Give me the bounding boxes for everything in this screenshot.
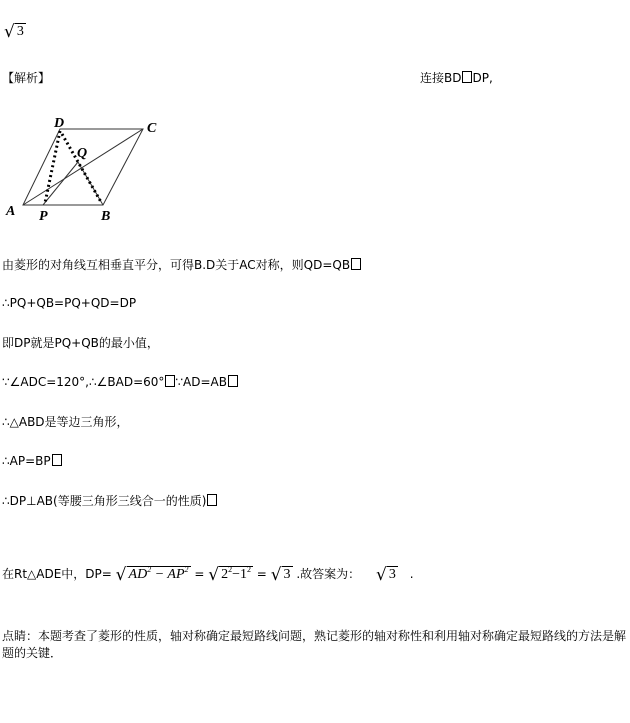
missing-glyph-box xyxy=(207,494,217,506)
analysis-label: 【解析】 xyxy=(2,71,51,85)
radical-final: √ 3 xyxy=(376,565,396,585)
comment-paragraph: 点睛：本题考查了菱形的性质，轴对称确定最短路线问题，熟记菱形的轴对称性和利用轴对称确定最短路线的方法是解题的关键． xyxy=(2,629,627,660)
segment-pq xyxy=(43,162,78,205)
radical-sign: √ xyxy=(4,22,15,42)
missing-glyph-box xyxy=(165,375,175,387)
line-7: ∴DP⊥AB(等腰三角形三线合一的性质) xyxy=(2,492,217,509)
answer-value: √ 3 xyxy=(4,22,24,42)
line-2: ∴PQ+QB=PQ+QD=DP xyxy=(2,296,137,310)
missing-glyph-box xyxy=(462,71,472,83)
missing-glyph-box xyxy=(351,258,361,270)
missing-glyph-box xyxy=(228,375,238,387)
line-6: ∴AP=BP xyxy=(2,454,62,468)
line-5: ∴△ABD是等边三角形， xyxy=(2,415,129,429)
line-3: 即DP就是PQ+QB的最小值， xyxy=(2,336,159,350)
rhombus-figure xyxy=(0,112,170,227)
label-p: P xyxy=(39,209,48,224)
line-1: 由菱形的对角线互相垂直平分，可得B.D关于AC对称，则QD=QB xyxy=(2,256,361,273)
line-8-formula: 在Rt△ADE中，DP= √ $AD^2 - AP^2$ = √ $2^2-1^2$ = √ 3 .故答案为： √ 3 . xyxy=(2,559,414,586)
label-q: Q xyxy=(77,146,88,161)
radical-2: √ $2^2-1^2$ xyxy=(208,565,251,585)
missing-glyph-box xyxy=(52,454,62,466)
dotted-dp xyxy=(45,131,60,203)
label-b: B xyxy=(101,209,111,224)
connect-text: 连接BD DP, xyxy=(420,71,493,85)
radical-3: √ 3 xyxy=(270,565,291,585)
label-d: D xyxy=(54,116,65,131)
segment-qb xyxy=(78,162,103,205)
label-c: C xyxy=(147,121,157,136)
label-a: A xyxy=(6,204,16,219)
line-4: ∵∠ADC=120°,∴∠BAD=60° ∵AD=AB xyxy=(2,375,238,389)
radical-1: √ $AD^2 - AP^2$ xyxy=(115,565,189,585)
